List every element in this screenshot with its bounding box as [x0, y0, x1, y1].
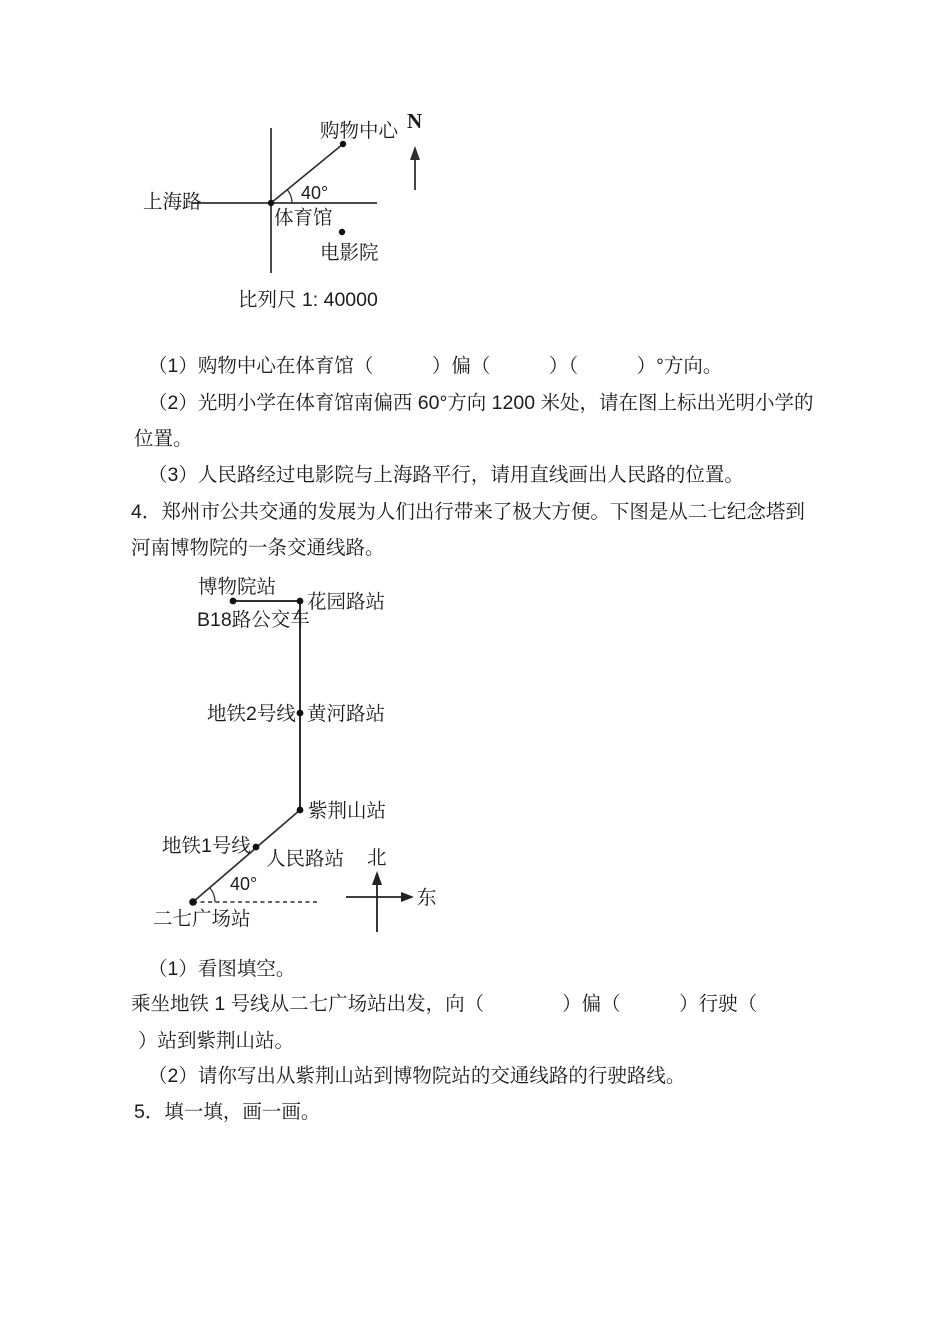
label-cinema: 电影院 — [320, 242, 379, 264]
question-5-title: 5．填一填，画一画。 — [134, 1101, 321, 1123]
angle-arc-40 — [287, 190, 292, 204]
label-north-n: N — [407, 109, 423, 133]
label-metro-line-2: 地铁2号线 — [207, 703, 296, 725]
label-shopping-center: 购物中心 — [320, 120, 399, 142]
dot-museum-station — [230, 598, 237, 605]
transit-route-diagram — [189, 598, 414, 932]
question-4-1-prompt: （1）看图填空。 — [148, 958, 296, 980]
label-yellow-river-station: 黄河路站 — [307, 703, 386, 725]
dot-gymnasium — [268, 200, 274, 206]
dot-yellow-river-station — [297, 710, 304, 717]
label-shanghai-road: 上海路 — [143, 191, 202, 213]
label-compass-east: 东 — [417, 887, 437, 909]
label-garden-road-station: 花园路站 — [307, 591, 386, 613]
label-renmin-road-station: 人民路站 — [266, 848, 345, 870]
label-angle-40: 40° — [301, 183, 329, 203]
dot-erqi-square-station — [189, 898, 197, 906]
question-4-1-fill-line1: 乘坐地铁 1 号线从二七广场站出发，向（ ）偏（ ）行驶（ — [131, 993, 758, 1015]
question-4-intro-line1: 4．郑州市公共交通的发展为人们出行带来了极大方便。下图是从二七纪念塔到 — [131, 501, 805, 523]
question-4-1-fill-line2: ）站到紫荆山站。 — [138, 1030, 295, 1052]
dot-renmin-road-station — [253, 844, 260, 851]
angle-arc-40-2 — [210, 888, 215, 902]
question-4-2: （2）请你写出从紫荆山站到博物院站的交通线路的行驶路线。 — [148, 1065, 686, 1087]
label-compass-north: 北 — [367, 847, 387, 869]
question-3-3: （3）人民路经过电影院与上海路平行，请用直线画出人民路的位置。 — [148, 464, 744, 486]
dot-cinema — [339, 229, 345, 235]
compass-east-arrow-head — [401, 892, 414, 902]
label-museum-station: 博物院站 — [198, 576, 277, 598]
label-zijinshan-station: 紫荆山站 — [308, 800, 387, 822]
label-metro-line-1: 地铁1号线 — [162, 835, 251, 857]
label-map-scale: 比列尺 1: 40000 — [238, 289, 378, 311]
question-3-1: （1）购物中心在体育馆（ ）偏（ ）（ ）°方向。 — [148, 355, 723, 377]
label-gymnasium: 体育馆 — [274, 207, 333, 229]
label-angle-40-2: 40° — [230, 874, 258, 894]
north-arrow-head — [410, 146, 420, 160]
dot-zijinshan-station — [297, 807, 304, 814]
question-4-intro-line2: 河南博物院的一条交通线路。 — [131, 537, 385, 559]
question-3-2-line1: （2）光明小学在体育馆南偏西 60°方向 1200 米处，请在图上标出光明小学的 — [148, 392, 814, 414]
label-bus-b18: B18路公交车 — [197, 609, 310, 631]
dot-garden-road-station — [297, 598, 304, 605]
question-3-2-line2: 位置。 — [134, 428, 193, 450]
label-erqi-square-station: 二七广场站 — [153, 908, 251, 930]
compass-north-arrow-head — [372, 871, 382, 885]
